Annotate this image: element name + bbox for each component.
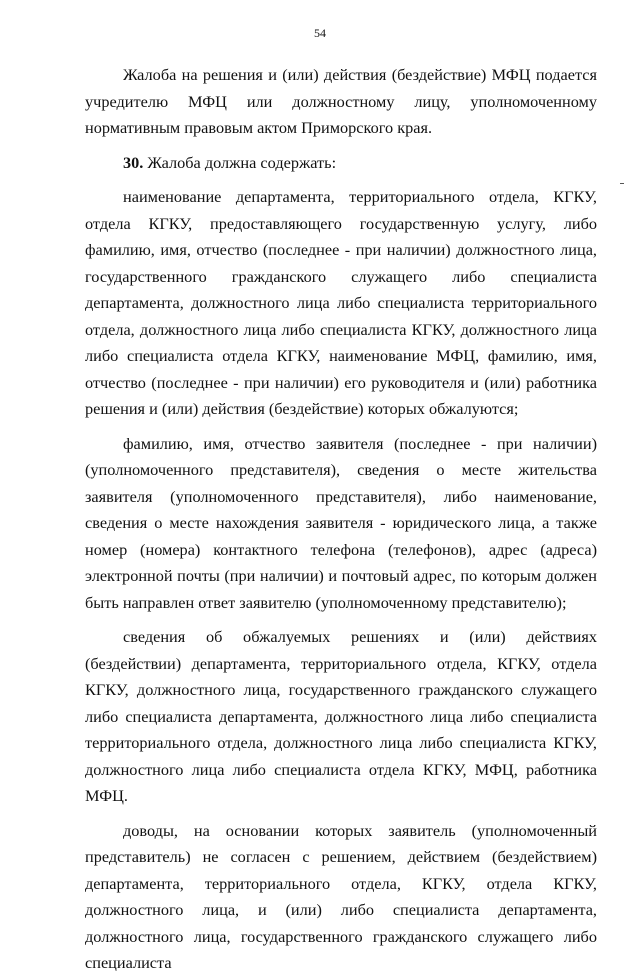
paragraph-appealed-decisions	[85, 624, 597, 810]
paragraph-complaint-contents	[85, 150, 597, 177]
paragraph-text: фамилию, имя, отчество заявителя (последнее - при наличии) (уполномоченного представителя), сведения о месте жительства заявителя (уполномоченного представителя), либо наименование, сведения о месте нахождения заявителя - юридического лица, а также номер (номера) контактного телефона (телефонов), адрес (адреса) электронной почты (при наличии) и почтовый адрес, по которым должен быть направлен ответ заявителю (уполномоченному представителю);	[85, 433, 597, 612]
document-body	[85, 62, 597, 977]
paragraph-arguments	[85, 818, 597, 977]
paragraph-department-name	[85, 184, 597, 423]
paragraph-mfc-complaint	[85, 62, 597, 142]
paragraph-text: доводы, на основании которых заявитель (уполномоченный представитель) не согласен с решением, действием (бездействием) департамента, территориального отдела, КГКУ, отдела КГКУ, должностного лица, и (или) либо специалиста департамента, должностного лица, государственного гражданского служащего либо специалиста	[85, 820, 597, 972]
page-number: 54	[314, 26, 326, 40]
paragraph-text: наименование департамента, территориального отдела, КГКУ, отдела КГКУ, предоставляющего государственную услугу, либо фамилию, имя, отчество (последнее - при наличии) должностного лица, государственного гражданского служащего либо специалиста департамента, должностного лица либо специалиста территориального отдела, должностного лица либо специалиста КГКУ, должностного лица либо специалиста отдела КГКУ, наименование МФЦ, фамилию, имя, отчество (последнее - при наличии) его руководителя и (или) работника решения и (или) действия (бездействие) которых обжалуются;	[85, 187, 597, 418]
clause-number: 30.	[123, 152, 144, 172]
paragraph-text: сведения об обжалуемых решениях и (или) действиях (бездействии) департамента, территориального отдела, КГКУ, отдела КГКУ, должностного лица, государственного гражданского служащего либо специалиста департамента, должностного лица либо специалиста территориального отдела, должностного лица либо специалиста КГКУ, должностного лица либо специалиста отдела КГКУ, МФЦ, работника МФЦ.	[85, 627, 597, 805]
paragraph-text: Жалоба на решения и (или) действия (бездействие) МФЦ подается учредителю МФЦ или должностному лицу, уполномоченному нормативным правовым актом Приморского края.	[85, 65, 597, 137]
paragraph-applicant-details	[85, 431, 597, 617]
paragraph-text: Жалоба должна содержать:	[143, 152, 337, 172]
margin-mark	[620, 183, 624, 184]
